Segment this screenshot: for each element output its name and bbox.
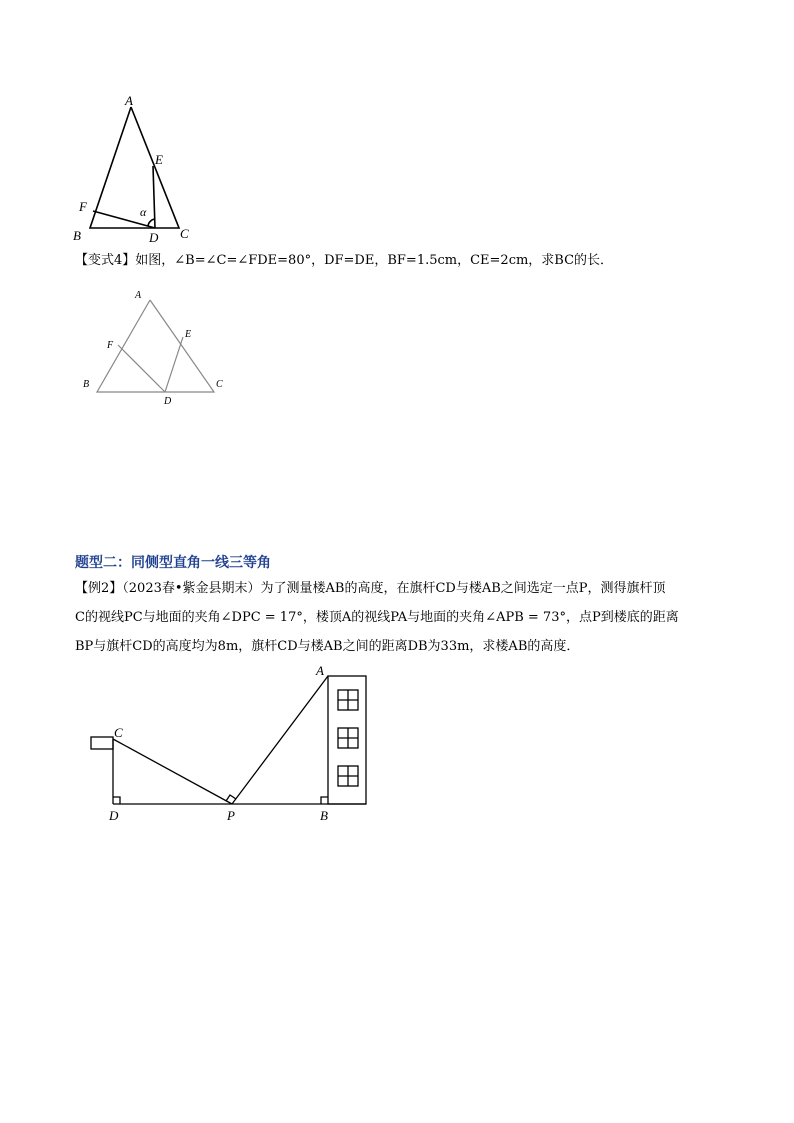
label-E: E — [155, 152, 163, 167]
window-3 — [338, 766, 358, 786]
variant4-text: 【变式4】如图，∠B=∠C=∠FDE=80°，DF=DE，BF=1.5cm，CE=2cm，求BC的长． — [75, 253, 614, 268]
building-ab — [328, 676, 366, 804]
label-B-3: B — [320, 808, 328, 823]
window-2 — [338, 728, 358, 748]
label-C-3: C — [114, 725, 123, 740]
flag — [91, 737, 113, 749]
label-B: B — [73, 228, 81, 243]
label-B-2: B — [83, 379, 90, 390]
label-C: C — [180, 226, 189, 241]
label-alpha: α — [140, 205, 147, 219]
section-title: 题型二：同侧型直角一线三等角 — [75, 555, 271, 571]
label-E-2: E — [185, 329, 192, 340]
triangle-abc — [90, 107, 179, 228]
label-A-2: A — [135, 290, 142, 301]
window-1 — [338, 690, 358, 710]
label-C-2: C — [216, 379, 223, 390]
label-D-3: D — [109, 808, 119, 823]
label-A-3: A — [316, 663, 324, 678]
label-D-2: D — [164, 396, 172, 407]
example2-line-2: C的视线PC与地面的夹角∠DPC = 17°，楼顶A的视线PA与地面的夹角∠APB = 73°，点P到楼底的距离 — [75, 610, 679, 625]
sightline-pa — [232, 676, 328, 804]
right-angle-b — [321, 797, 328, 804]
triangle-abc-2 — [97, 300, 214, 392]
label-F: F — [79, 199, 87, 214]
sightline-pc — [113, 739, 232, 804]
label-D: D — [149, 230, 159, 245]
label-A: A — [125, 93, 133, 108]
right-angle-d — [113, 797, 120, 804]
segment-ed-2 — [165, 337, 183, 392]
example2-line-1: 【例2】（2023春•紫金县期末）为了测量楼AB的高度，在旗杆CD与楼AB之间选定一点P，测得旗杆顶 — [75, 581, 666, 596]
example2-line-3: BP与旗杆CD的高度均为8m，旗杆CD与楼AB之间的距离DB为33m，求楼AB的高度． — [75, 639, 580, 654]
segment-fd-2 — [118, 345, 165, 392]
label-F-2: F — [107, 340, 114, 351]
label-P-3: P — [227, 808, 235, 823]
